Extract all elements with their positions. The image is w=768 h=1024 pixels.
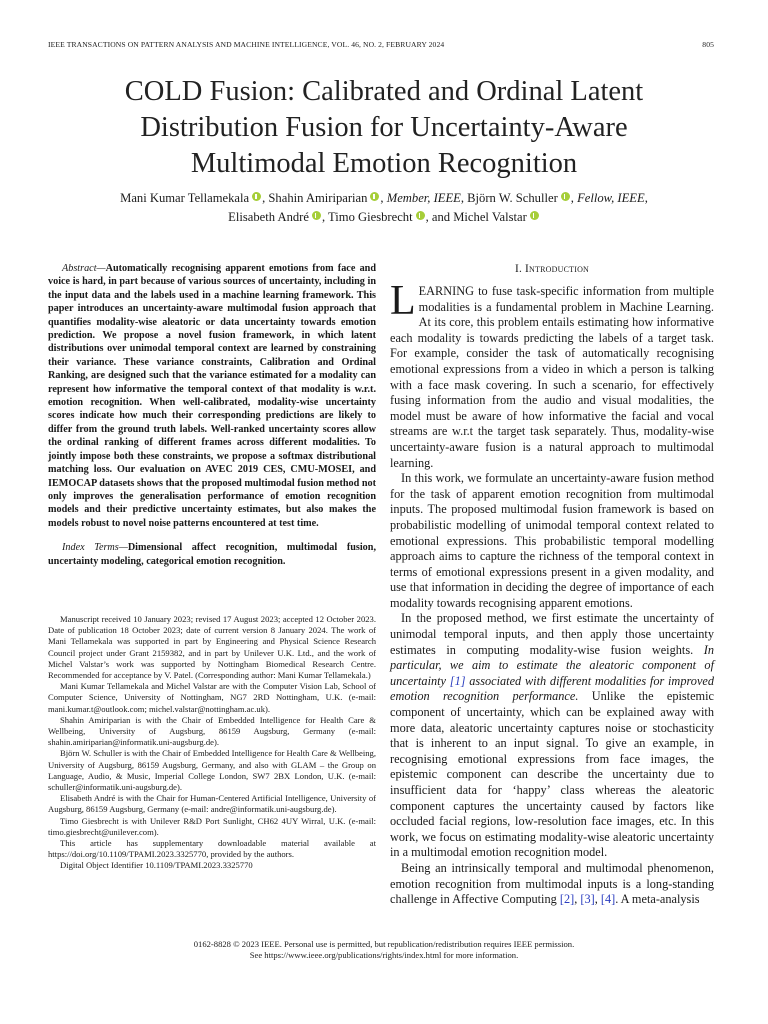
footnote: Shahin Amiriparian is with the Chair of Embedded Intelligence for Health Care & Wellbeing, University of Augsburg, 86159 Augsburg, Germany (e-mail: shahin.amiriparian@informatik.uni-augsburg.de). [48, 714, 376, 748]
index-terms [48, 541, 376, 568]
footnote: Digital Object Identifier 10.1109/TPAMI.2023.3325770 [60, 860, 253, 871]
copyright-footer [40, 939, 728, 962]
author-name: Björn W. Schuller [467, 191, 558, 205]
orcid-icon[interactable] [530, 211, 539, 220]
author-name: Mani Kumar Tellamekala [120, 191, 250, 205]
paper-title [40, 74, 728, 182]
footnote: Elisabeth André is with the Chair for Human-Centered Artificial Intelligence, University of Augsburg, 86159 Augsburg, Germany (e-mail: andre@informatik.uni-augsburg.de). [48, 793, 376, 815]
author-name: Timo Giesbrecht [328, 210, 413, 224]
abstract-text: Automatically recognising apparent emotions from face and voice is hard, in part because of various sources of uncertainty, including in the input data and the labels used in a machine learning framework. This paper introduces an uncertainty-aware multimodal fusion approach that quantifies modality-wise aleatoric or data uncertainty towards emotion prediction. We propose a novel fusion framework, in which latent distributions over unimodal temporal context are learned by constraining their variance. These variance constraints, Calibration and Ordinal Ranking, are designed such that the variance estimated for a modality can represent how informative the temporal context of that modality is w.r.t. emotion recognition. When well-calibrated, modality-wise uncertainty scores indicate how much their corresponding predictions are likely to differ from the ground truth labels. Well-ranked uncertainty scores allow the ordinal ranking of different frames across different modalities. To jointly impose both these constraints, we propose a softmax distributional matching loss. Our evaluation on AVEC 2019 CES, CMU-MOSEI, and IEMOCAP datasets shows that the proposed multimodal fusion method not only improves the generalisation performance of emotion recognition models and their predictive uncertainty estimates, but also makes the models robust to novel noise patterns encountered at test time. [48, 263, 376, 529]
orcid-icon[interactable] [561, 192, 570, 201]
author-list: Mani Kumar Tellamekala , Shahin Amiriparian , Member, IEEE, Björn W. Schuller , Fellow, IEEE, Elisabeth André , Timo Giesbrecht , and Michel Valstar [120, 191, 648, 224]
author-name: Shahin Amiriparian [268, 191, 368, 205]
paragraph-text: Unlike the epistemic component of uncertainty, which can be explained away with more data, aleatoric uncertainty captures noise or stochasticity that is inherent to an input signal. To give an example, in recognising emotional expressions from face images, the epistemic component can describe the uncertainty due to insufficient data for ‘happy’ class whereas the aleatoric component captures the uncertainty caused by factors like occluded facial regions, low-resolution face images, etc. In this work, we focus on estimating modality-wise aleatoric uncertainty in a multimodal emotion recognition model. [390, 689, 714, 860]
author-name: Elisabeth André [228, 210, 309, 224]
footnote: Timo Giesbrecht is with Unilever R&D Port Sunlight, CH62 4UY Wirral, U.K. (e-mail: timo.giesbrecht@unilever.com). [48, 815, 376, 837]
emphasis-text: associated with different modalities for improved emotion recognition performance. [390, 673, 715, 704]
index-terms-text: Dimensional affect recognition, multimodal fusion, uncertainty modeling, categorical emotion recognition. [48, 542, 376, 567]
rights-link-line: See https://www.ieee.org/publications/rights/index.html for more information. [249, 950, 519, 961]
orcid-icon[interactable] [416, 211, 425, 220]
citation-link[interactable]: [2] [559, 892, 575, 907]
right-column [390, 262, 714, 908]
paragraph-text: EARNING to fuse task-specific information from multiple modalities is a fundamental problem in Machine Learning. At its core, this problem entails estimating how informative each modality is towards predicting the labels of a target task. For example, consider the task of automatically recognising emotional expressions from a video in which a person is talking with a face mask covering. In such a scenario, for effectively fusing information from the audio and visual modalities, the model must be aware of how informative the facial and vocal streams are w.r.t the target task separately. Thus, modality-wise uncertainty-aware fusion is a natural approach to multimodal learning. [390, 284, 714, 470]
title-line: COLD Fusion: Calibrated and Ordinal Latent [124, 76, 644, 107]
citation-link[interactable]: [4] [600, 892, 616, 907]
footnote: Mani Kumar Tellamekala and Michel Valstar are with the Computer Vision Lab, School of Computer Science, University of Nottingham, NG7 2RD Nottingham, U.K. (e-mail: mani.kumar.t@outlook.com; michel.valstar@nottingham.ac.uk). [48, 681, 376, 714]
abstract [48, 262, 376, 530]
author-role: Fellow, IEEE [577, 191, 645, 205]
running-head [48, 40, 714, 49]
paragraph-text: Being an intrinsically temporal and multimodal phenomenon, emotion recognition from multimodal inputs is a long-standing challenge in Affective Computing [390, 860, 714, 907]
page-number: 805 [702, 40, 714, 49]
journal-name: IEEE TRANSACTIONS ON PATTERN ANALYSIS AND MACHINE INTELLIGENCE, VOL. 46, NO. 2, FEBRUARY 2024 [48, 40, 445, 49]
footnote: Manuscript received 10 January 2023; revised 17 August 2023; accepted 12 October 2023. Date of publication 18 October 2023; date of current version 8 January 2024. The work of Mani Tellamekala was supported in part by Engineering and Physical Science Research Council project under Grant 2159382, and in part by Unilever U.K. Ltd., and the work of Michel Valstar’s work was supported by Nottingham Biomedical Research Centre. Recommended for acceptance by V. Patel. (Corresponding author: Mani Kumar Tellamekala.) [48, 614, 376, 681]
citation-link[interactable]: [1] [449, 673, 466, 688]
index-terms-lead: Index Terms— [62, 542, 128, 554]
paragraph [390, 278, 714, 471]
paragraph: Being an intrinsically temporal and multimodal phenomenon, emotion recognition from multimodal inputs is a long-standing challenge in Affective Computing [2], [3], [4]. A meta-analysis [390, 860, 714, 907]
copyright-line: 0162-8828 © 2023 IEEE. Personal use is permitted, but republication/redistribution requires IEEE permission. [193, 939, 575, 949]
citation-link[interactable]: [3] [580, 892, 595, 907]
left-column [48, 262, 376, 578]
orcid-icon[interactable] [370, 192, 379, 201]
drop-cap: L [390, 278, 416, 324]
footnote: Björn W. Schuller is with the Chair of Embedded Intelligence for Health Care & Wellbeing, University of Augsburg, 86159 Augsburg, Germany, and also with GLAM – the Group on Language, Audio, & Music, Imperial College London, SW7 2BX London, U.K. (e-mail: schuller@informatik.uni-augsburg.de). [48, 748, 376, 793]
orcid-icon[interactable] [312, 211, 321, 220]
footnotes [48, 614, 376, 872]
author-role: Member, IEEE [386, 191, 461, 205]
paragraph [390, 611, 714, 861]
title-line: Multimodal Emotion Recognition [190, 148, 578, 179]
emphasis-text: In particular, we aim to estimate the aleatoric component of uncertainty [390, 642, 714, 688]
abstract-lead: Abstract— [62, 263, 106, 274]
footnote: This article has supplementary downloadable material available at https://doi.org/10.1109/TPAMI.2023.3325770, provided by the authors. [48, 838, 376, 860]
title-line: Distribution Fusion for Uncertainty-Aware [140, 112, 628, 143]
paragraph-text: In the proposed method, we first estimate the uncertainty of unimodal temporal inputs, and then apply those uncertainty estimates in computing modality-wise fusion weights. [390, 611, 714, 657]
orcid-icon[interactable] [252, 192, 261, 201]
paragraph-text: . A meta-analysis [615, 892, 700, 907]
paragraph: In this work, we formulate an uncertainty-aware fusion method for the task of apparent emotion recognition from multimodal inputs. The proposed multimodal fusion framework is based on probabilistic modelling of unimodal temporal context related to emotional expressions. This probabilistic temporal modelling approach aims to capture the richness of the temporal context in terms of emotional expressions present in a given modality, and use that information in deciding the degree of importance of each modality towards recognising apparent emotions. [390, 471, 714, 610]
section-heading: I. Introduction [514, 263, 590, 275]
author-name: Michel Valstar [453, 210, 527, 224]
